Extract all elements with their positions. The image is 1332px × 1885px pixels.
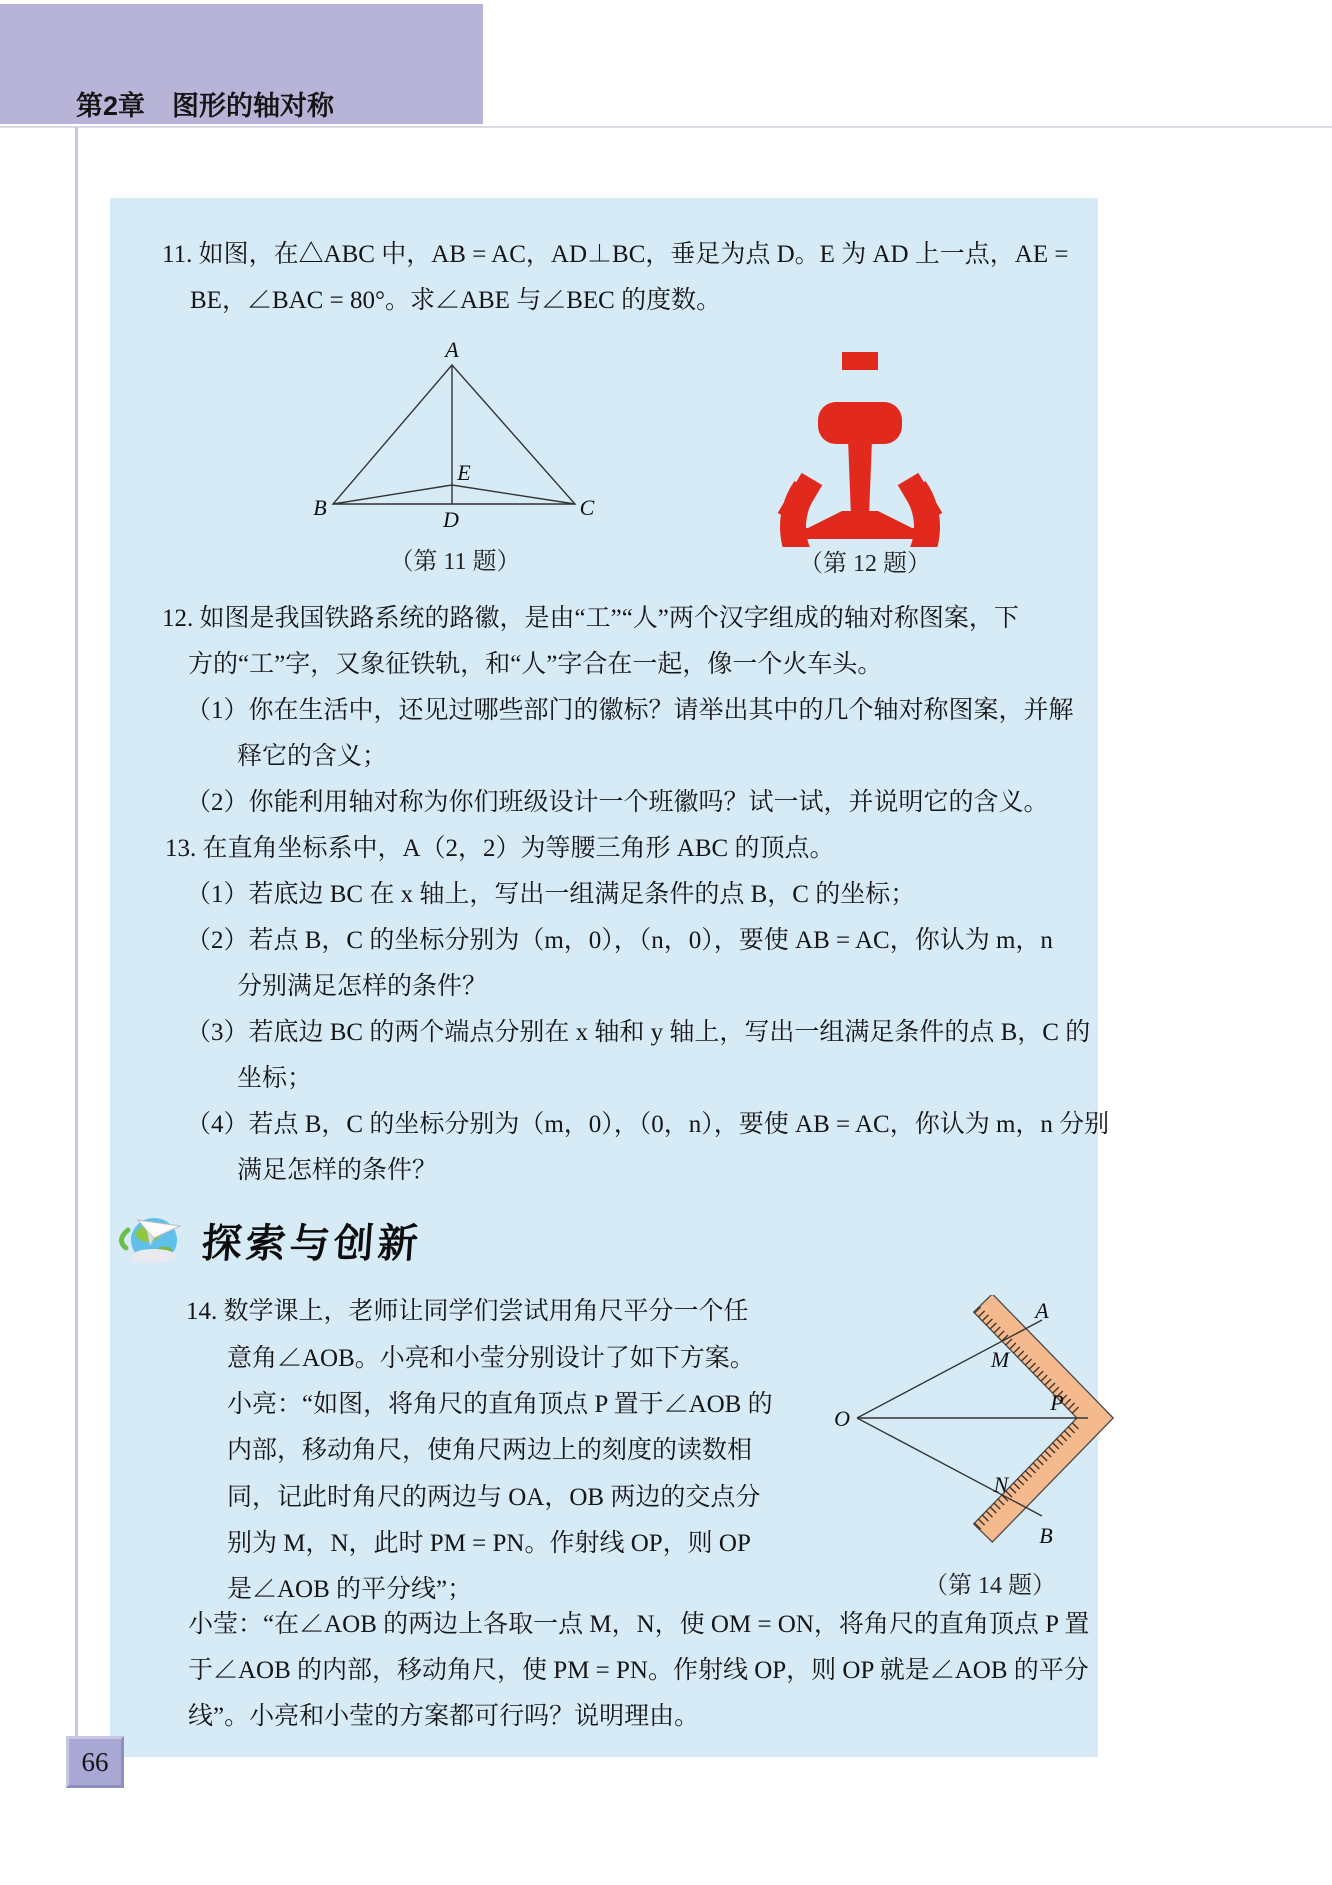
p14-line4: 内部，移动角尺，使角尺两边上的刻度的读数相 xyxy=(227,1437,753,1464)
p14-line1: 14. 数学课上，老师让同学们尝试用角尺平分一个任 xyxy=(186,1298,749,1325)
p12-line2: 方的“工”字，又象征铁轨，和“人”字合在一起，像一个火车头。 xyxy=(188,651,883,678)
p11-line2: BE，∠BAC = 80°。求∠ABE 与∠BEC 的度数。 xyxy=(190,287,722,314)
point-label-N: N xyxy=(993,1472,1009,1497)
p13-item4-cont: 满足怎样的条件？ xyxy=(237,1157,438,1184)
point-label-P: P xyxy=(1050,1390,1064,1415)
margin-rule xyxy=(75,127,78,1739)
isosceles-triangle-figure xyxy=(300,335,620,540)
point-label-M: M xyxy=(990,1347,1010,1372)
section-heading: 探索与创新 xyxy=(200,1221,424,1267)
p12-item1-cont: 释它的含义； xyxy=(237,743,388,770)
header-divider xyxy=(0,126,1332,128)
p13-item2-cont: 分别满足怎样的条件？ xyxy=(237,973,488,1000)
p14-line8: 小莹：“在∠AOB 的两边上各取一点 M，N，使 OM = ON，将角尺的直角顶点 P 置 xyxy=(188,1611,1090,1638)
ray-label-A: A xyxy=(1035,1298,1049,1323)
p13-item3: （3）若底边 BC 的两个端点分别在 x 轴和 y 轴上，写出一组满足条件的点 B，C 的 xyxy=(186,1019,1091,1046)
vertex-label-B: B xyxy=(313,495,327,520)
figure-14-caption: （第 14 题） xyxy=(924,1573,1056,1599)
globe-paper-plane-icon xyxy=(114,1204,194,1268)
p14-line10: 线”。小亮和小莹的方案都可行吗？说明理由。 xyxy=(188,1703,700,1730)
page-number-badge xyxy=(66,1736,124,1788)
angle-ruler-figure xyxy=(680,1295,1120,1557)
p14-line2: 意角∠AOB。小亮和小莹分别设计了如下方案。 xyxy=(227,1345,755,1372)
p13-item1: （1）若底边 BC 在 x 轴上，写出一组满足条件的点 B，C 的坐标； xyxy=(186,881,916,908)
vertex-label-O: O xyxy=(834,1406,850,1431)
p13-item3-cont: 坐标； xyxy=(237,1065,313,1092)
vertex-label-C: C xyxy=(579,495,595,520)
vertex-label-D: D xyxy=(443,507,459,532)
vertex-label-E: E xyxy=(457,460,471,485)
p13-item2: （2）若点 B，C 的坐标分别为（m，0），（n，0），要使 AB = AC，你认为 m，n xyxy=(186,927,1053,954)
vertex-label-A: A xyxy=(445,337,459,362)
p13-item4: （4）若点 B，C 的坐标分别为（m，0），（0，n），要使 AB = AC，你认为 m，n 分别 xyxy=(186,1111,1110,1138)
p12-line1: 12. 如图是我国铁路系统的路徽，是由“工”“人”两个汉字组成的轴对称图案，下 xyxy=(162,605,1019,632)
figure-11-caption: （第 11 题） xyxy=(389,549,521,575)
p14-line5: 同，记此时角尺的两边与 OA，OB 两边的交点分 xyxy=(227,1484,761,1511)
p12-item2: （2）你能利用轴对称为你们班级设计一个班徽吗？试一试，并说明它的含义。 xyxy=(186,789,1049,816)
ray-label-B: B xyxy=(1039,1523,1053,1548)
chapter-title: 第2章 图形的轴对称 xyxy=(76,91,335,121)
figure-12-caption: （第 12 题） xyxy=(799,551,931,577)
china-railway-logo-icon xyxy=(770,347,950,547)
p13-line1: 13. 在直角坐标系中，A（2，2）为等腰三角形 ABC 的顶点。 xyxy=(165,835,835,862)
p14-line7: 是∠AOB 的平分线”； xyxy=(227,1576,473,1603)
page-number: 66 xyxy=(81,1746,109,1777)
p14-line6: 别为 M，N，此时 PM = PN。作射线 OP，则 OP xyxy=(227,1530,751,1557)
p11-line1: 11. 如图，在△ABC 中，AB = AC，AD⊥BC，垂足为点 D。E 为 AD 上一点，AE = xyxy=(162,241,1069,268)
p12-item1: （1）你在生活中，还见过哪些部门的徽标？请举出其中的几个轴对称图案，并解 xyxy=(186,697,1074,724)
p14-line3: 小亮：“如图，将角尺的直角顶点 P 置于∠AOB 的 xyxy=(227,1391,773,1418)
p14-line9: 于∠AOB 的内部，移动角尺，使 PM = PN。作射线 OP，则 OP 就是∠AOB 的平分 xyxy=(188,1657,1089,1684)
